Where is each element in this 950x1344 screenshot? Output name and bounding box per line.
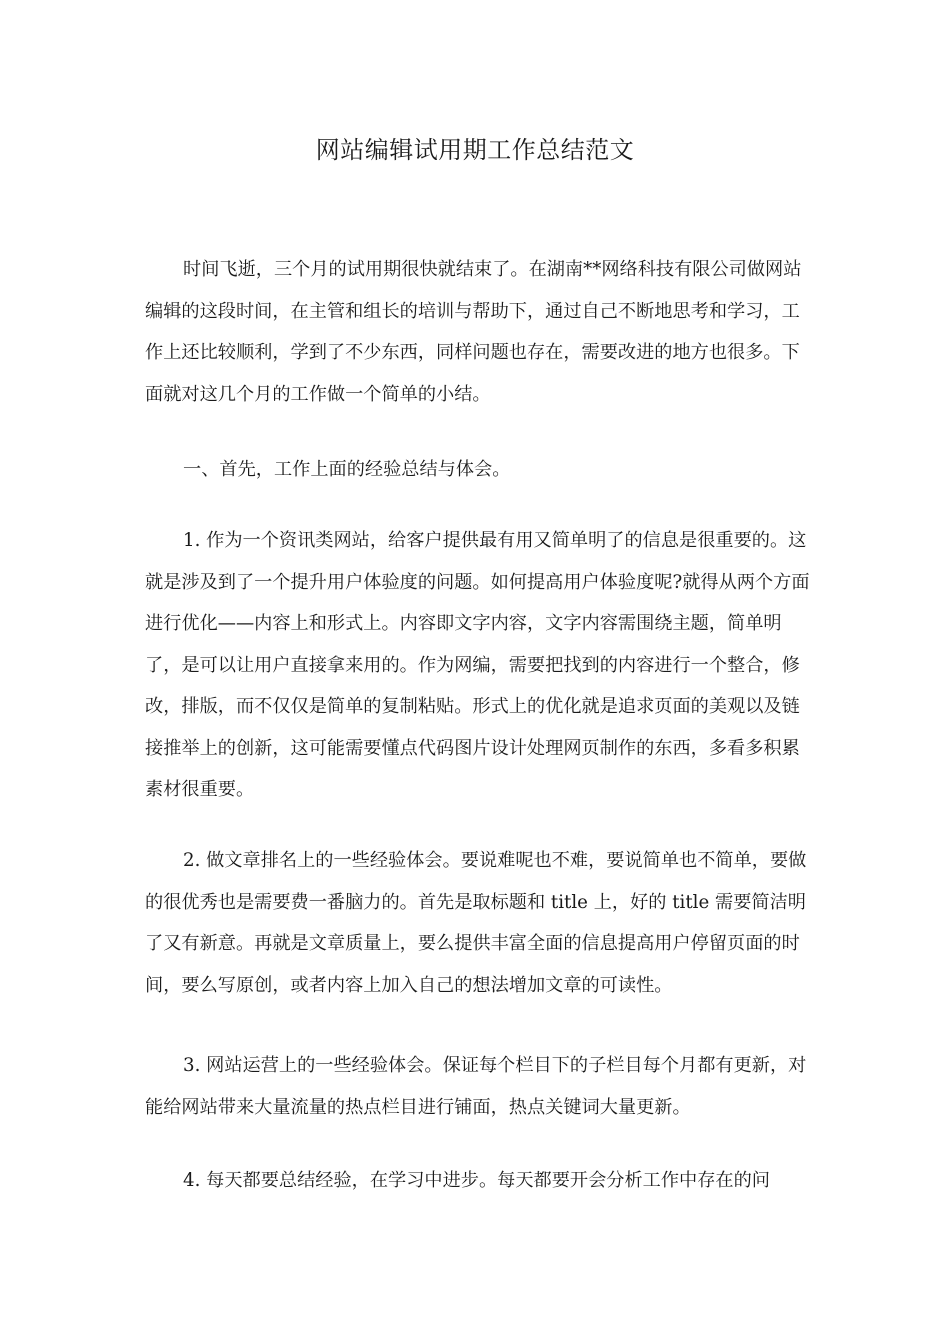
document-title: 网站编辑试用期工作总结范文 [315,136,635,164]
paragraph-point-3: 3. 网站运营上的一些经验体会。保证每个栏目下的子栏目每个月都有更新，对能给网站带来大量流量的热点栏目进行铺面，热点关键词大量更新。 [145,1055,807,1118]
paragraph-point-1: 1. 作为一个资讯类网站，给客户提供最有用又简单明了的信息是很重要的。这就是涉及到了一个提升用户体验度的问题。如何提高用户体验度呢?就得从两个方面进行优化——内容上和形式上。内容即文字内容，文字内容需围绕主题，简单明了，是可以让用户直接拿来用的。作为网编，需要把找到的内容进行一个整合，修改，排版，而不仅仅是简单的复制粘贴。形式上的优化就是追求页面的美观以及链接推举上的创新，这可能需要懂点代码图片设计处理网页制作的东西，多看多积累素材很重要。 [145,530,810,800]
paragraph-intro: 时间飞逝，三个月的试用期很快就结束了。在湖南**网络科技有限公司做网站编辑的这段时间，在主管和组长的培训与帮助下，通过自己不断地思考和学习，工作上还比较顺利，学到了不少东西，同样问题也存在，需要改进的地方也很多。下面就对这几个月的工作做一个简单的小结。 [145,259,802,405]
paragraph-point-4: 4. 每天都要总结经验，在学习中进步。每天都要开会分析工作中存在的问 [183,1170,770,1191]
paragraph-point-2: 2. 做文章排名上的一些经验体会。要说难呢也不难，要说简单也不简单，要做的很优秀也是需要费一番脑力的。首先是取标题和 title 上，好的 title 需要简洁明了又有新意。再就是文章质量上，要么提供丰富全面的信息提高用户停留页面的时间，要么写原创，或者内容上加入自己的想法增加文章的可读性。 [145,850,807,996]
paragraph-section-heading: 一、首先，工作上面的经验总结与体会。 [183,459,511,480]
